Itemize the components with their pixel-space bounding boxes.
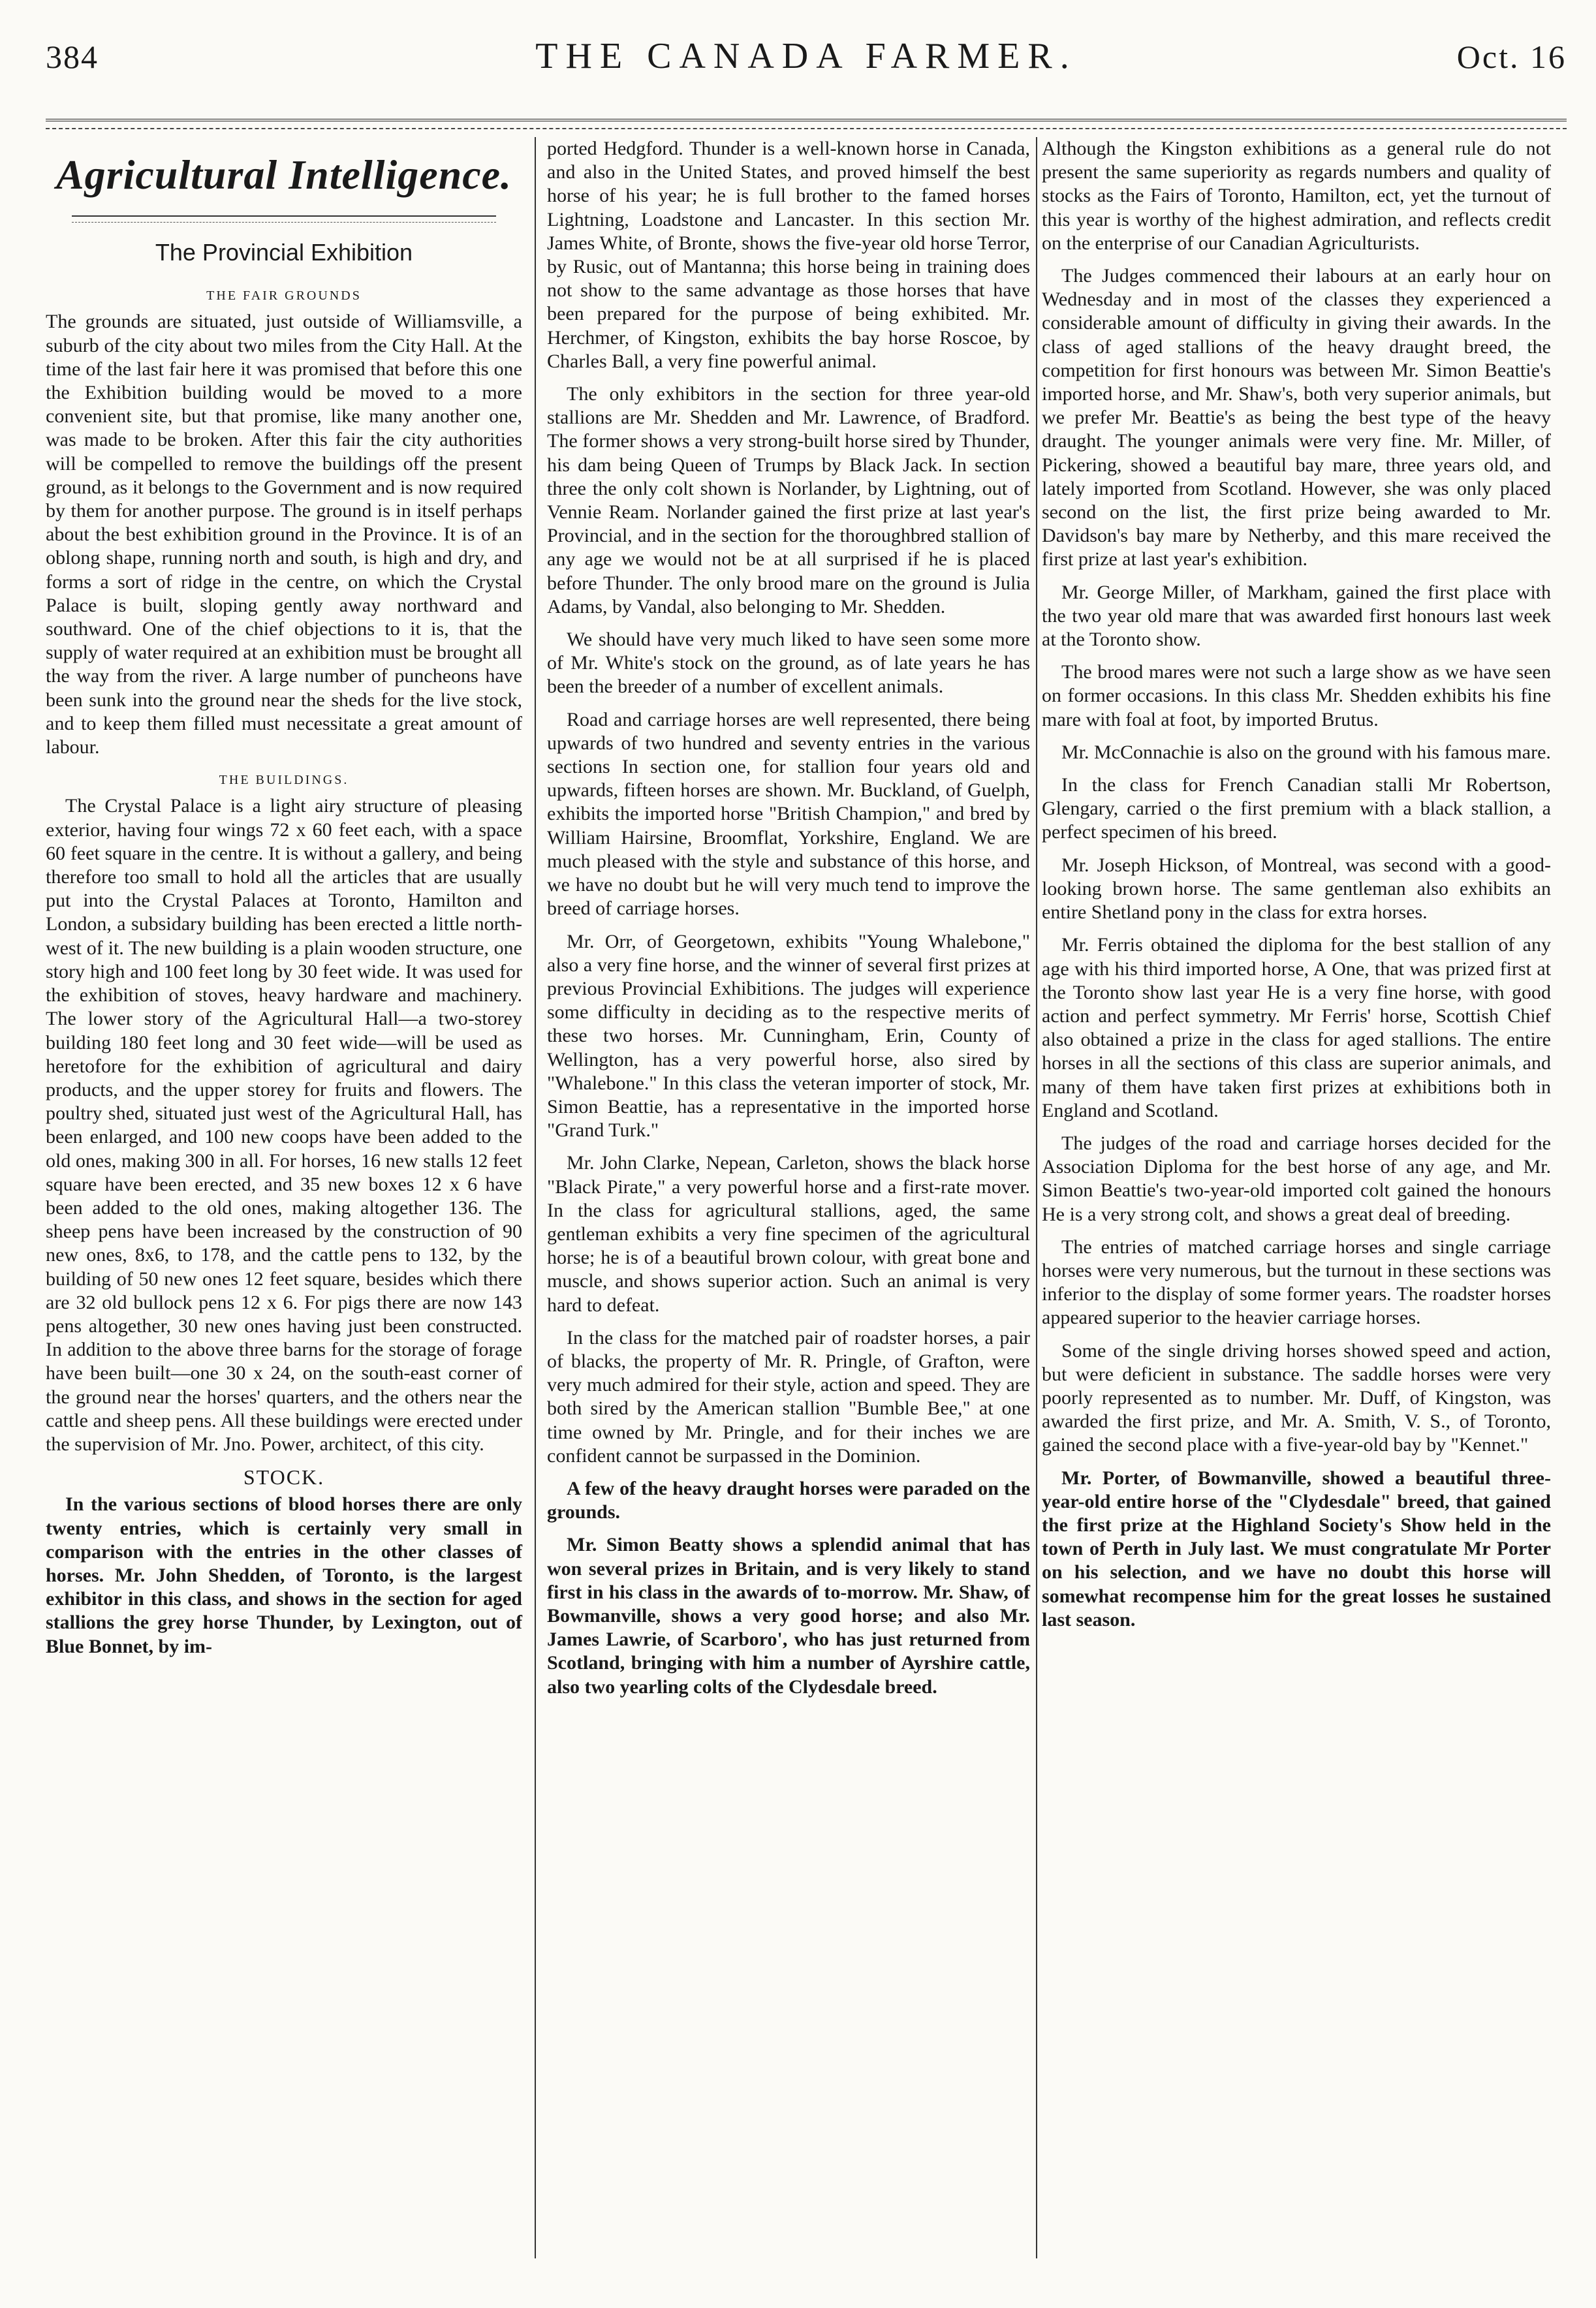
page-header [46,33,1567,91]
paragraph: Mr. McConnachie is also on the ground with his famous mare. [1061,741,1551,763]
column-divider [535,137,536,2258]
subhead-buildings: THE BUILDINGS. [219,773,349,788]
paragraph: Mr. George Miller, of Markham, gained the first place with the two year old mare that was awarded first honours last week at the Toronto show. [1042,581,1551,651]
paragraph: Although the Kingston exhibitions as a general rule do not present the same superiority as regards numbers and quality of stocks as the Fairs of Toronto, Hamilton, ect, yet the turnout of this year is worthy of the highest admiration, and reflects credit on the enterprise of our Canadian Agriculturists. [1042,138,1551,254]
paragraph: In the class for the matched pair of roadster horses, a pair of blacks, the property of Mr. R. Pringle, of Grafton, were very much admired for their style, action and speed. They are both sired by the American stallion "Bumble Bee," at one time owned by Mr. Pringle, and for their inches we are confident cannot be surpassed in the Dominion. [547,1326,1030,1467]
subhead-fair-grounds: THE FAIR GROUNDS [206,288,362,304]
column-3 [1042,137,1551,1641]
paragraph: The Judges commenced their labours at an early hour on Wednesday and in most of the classes they experienced a considerable amount of difficulty in giving their awards. In the class of aged stallions of the heavy draught breed, the competition for first honours was between Mr. Simon Beattie's imported horse, and Mr. Shaw's, both very superior animals, but we prefer Mr. Beattie's as being the best type of the heavy draught. The younger animals were very fine. Mr. Miller, of Pickering, showed a beautiful bay mare, three years old, and lately imported from Scotland. However, she was only placed second on the list, the first prize being awarded to Mr. Davidson's bay mare by Netherby, and this mare received the first prize at last year's exhibition. [1042,265,1551,570]
paragraph: In the various sections of blood horses there are only twenty entries, which is certainly very small in comparison with the entries in the other classes of horses. Mr. John Shedden, of Toronto, is the largest exhibitor in this class, and shows in the section for aged stallions the grey horse Thunder, by Lexington, out of Blue Bonnet, by im- [46,1493,522,1657]
article-title: The Provincial Exhibition [155,239,413,266]
column-divider [1036,137,1037,2258]
subhead-stock: STOCK. [243,1465,325,1489]
paragraph: The brood mares were not such a large show as we have seen on former occasions. In this class Mr. Shedden exhibits his fine mare with foal at foot, by imported Brutus. [1042,661,1551,730]
column-1 [46,137,522,1668]
issue-date: Oct. 16 [1456,39,1567,75]
ornamental-rule [72,215,496,223]
paragraph: In the class for French Canadian stalli Mr Robertson, Glengary, carried o the first premium with a black stallion, a perfect specimen of his breed. [1042,774,1551,843]
paragraph: Mr. Porter, of Bowmanville, showed a beautiful three-year-old entire horse of the "Clydesdale" breed, that gained the first prize at the Highland Society's Show held in the town of Perth in July last. We must congratulate Mr Porter on his selection, and we have no doubt this horse will somewhat recompense him for the great losses he sustained last season. [1042,1467,1551,1630]
paragraph: We should have very much liked to have seen some more of Mr. White's stock on the ground, as of late years he has been the breeder of a number of excellent animals. [547,629,1030,698]
header-rule-dashed [46,128,1567,129]
paragraph: Mr. John Clarke, Nepean, Carleton, shows the black horse "Black Pirate," a very powerful horse and a first-rate mover. In the class for agricultural stallions, aged, the same gentleman exhibits a very fine specimen of the agricultural horse; he is of a beautiful brown colour, with great bone and muscle, and shows superior action. Such an animal is very hard to defeat. [547,1152,1030,1316]
paragraph: Some of the single driving horses showed speed and action, but were deficient in substance. The saddle horses were very poorly represented as to number. Mr. Duff, of Kingston, was awarded the first prize, and Mr. A. Smith, V. S., of Toronto, gained the second place with a five-year-old bay by "Kennet." [1042,1339,1551,1456]
paragraph: Mr. Simon Beatty shows a splendid animal that has won several prizes in Britain, and is very likely to stand first in his class in the awards of to-morrow. Mr. Shaw, of Bowmanville, shows a very good horse; and also Mr. James Lawrie, of Scarboro', who has just returned from Scotland, bringing with him a number of Ayrshire cattle, also two yearling colts of the Clydesdale breed. [547,1534,1030,1698]
paragraph: The Crystal Palace is a light airy structure of pleasing exterior, having four wings 72 x 60 feet each, with a space 60 feet square in the centre. It is without a gallery, and being therefore too small to hold all the articles that are usually put into the Crystal Palaces at Toronto, Hamilton and London, a subsidary building has been erected a little north-west of it. The new building is a plain wooden structure, one story high and 100 feet long by 30 feet wide. It was used for the exhibition of stoves, heavy hardware and machinery. The lower story of the Agricultural Hall—a two-storey building 180 feet long and 30 feet wide—will be used as heretofore for the exhibition of agricultural and dairy products, and the upper storey for fruits and flowers. The poultry shed, situated just west of the Agricultural Hall, has been enlarged, and 100 new coops have been added to the old ones, making 300 in all. For horses, 16 new stalls 12 feet square have been erected, and 35 new boxes 12 x 6 have been added to the old ones, making altogether 136. The sheep pens have been increased by the construction of 90 new ones, 8x6, to 178, and the cattle pens to 132, by the building of 50 new ones 12 feet square, besides which there are 32 old bullock pens 12 x 6. For pigs there are now 143 pens altogether, 30 new ones having just been constructed. In addition to the above three barns for the storage of forage have been built—one 30 x 24, on the south-east corner of the ground near the horses' quarters, and the others near the cattle and sheep pens. All these buildings were erected under the supervision of Mr. Jno. Power, architect, of this city. [46,795,522,1455]
paragraph: The entries of matched carriage horses and single carriage horses were very numerous, but the turnout in these sections was inferior to the display of some former years. The roadster horses appeared superior to the heavier carriage horses. [1042,1236,1551,1329]
paragraph: The only exhibitors in the section for three year-old stallions are Mr. Shedden and Mr. Lawrence, of Bradford. The former shows a very strong-built horse sired by Thunder, his dam being Queen of Trumps by Black Jack. In section three the only colt shown is Norlander, by Lightning, out of Vennie Ream. Norlander gained the first prize at last year's Provincial, and in the section for the thoroughbred stallion of any age we would not be at all surprised if he is placed before Thunder. The only brood mare on the ground is Julia Adams, by Vandal, also belonging to Mr. Shedden. [547,383,1030,617]
paragraph: The judges of the road and carriage horses decided for the Association Diploma for the best horse of any age, and Mr. Simon Beattie's two-year-old imported colt gained the honours He is a very strong colt, and shows a great deal of breeding. [1042,1132,1551,1225]
paragraph: A few of the heavy draught horses were paraded on the grounds. [547,1477,1030,1523]
section-heading: Agricultural Intelligence. [55,151,512,198]
paragraph: Mr. Ferris obtained the diploma for the best stallion of any age with his third imported horse, A One, that was prized first at the Toronto show last year He is a very fine horse, with good action and perfect symmetry. Mr Ferris' horse, Scottish Chief also obtained a prize in the class for aged stallions. The entire horses in all the sections of this class are superior animals, and many of them have taken first prizes at exhibitions both in England and Scotland. [1042,934,1551,1121]
page-number: 384 [46,39,99,75]
paragraph: The grounds are situated, just outside of Williamsville, a suburb of the city about two miles from the City Hall. At the time of the last fair here it was promised that before this one the Exhibition building would be moved to a more convenient site, but that promise, like many another one, was made to be broken. After this fair the city authorities will be compelled to remove the buildings off the present ground, as it belongs to the Government and is now required by them for another purpose. The ground is in itself perhaps about the best exhibition ground in the Province. It is of an oblong shape, running north and south, is high and dry, and forms a sort of ridge in the centre, on which the Crystal Palace is built, sloping gently away northward and southward. One of the chief objections to it is, that the supply of water required at an exhibition must be brought all the way from the river. A large number of puncheons have been sunk into the ground near the sheds for the live stock, and to keep them filled must necessitate a great amount of labour. [46,311,522,758]
column-2 [547,137,1030,1708]
paragraph: ported Hedgford. Thunder is a well-known horse in Canada, and also in the United States, and proved himself the best horse of his year; he is full brother to the famed horses Lightning, Loadstone and Lancaster. In this section Mr. James White, of Bronte, shows the five-year old horse Terror, by Rusic, out of Mantanna; this horse being in training does not show to the same advantage as those horses that have been prepared for the purpose of being exhibited. Mr. Herchmer, of Kingston, exhibits the bay horse Roscoe, by Charles Ball, a very fine powerful animal. [547,138,1030,372]
paragraph: Mr. Joseph Hickson, of Montreal, was second with a good-looking brown horse. The same gentleman also exhibits an entire Shetland pony in the class for extra horses. [1042,854,1551,924]
paragraph: Mr. Orr, of Georgetown, exhibits "Young Whalebone," also a very fine horse, and the winner of several first prizes at previous Provincial Exhibitions. The judges will experience some difficulty in deciding as to the respective merits of these two horses. Mr. Cunningham, Erin, County of Wellington, has a very powerful horse, also sired by "Whalebone." In this class the veteran importer of stock, Mr. Simon Beattie, has a representative in the imported horse "Grand Turk." [547,930,1030,1142]
paragraph: Road and carriage horses are well represented, there being upwards of two hundred and seventy entries in the various sections In section one, for stallion four years old and upwards, fifteen horses are shown. Mr. Buckland, of Guelph, exhibits the imported horse "British Champion," and bred by William Hairsine, Broomflat, Yorkshire, England. We are much pleased with the style and substance of this horse, and we have no doubt but he will very much tend to improve the breed of carriage horses. [547,708,1030,920]
header-rule [46,119,1567,121]
publication-title: THE CANADA FARMER. [535,36,1077,76]
